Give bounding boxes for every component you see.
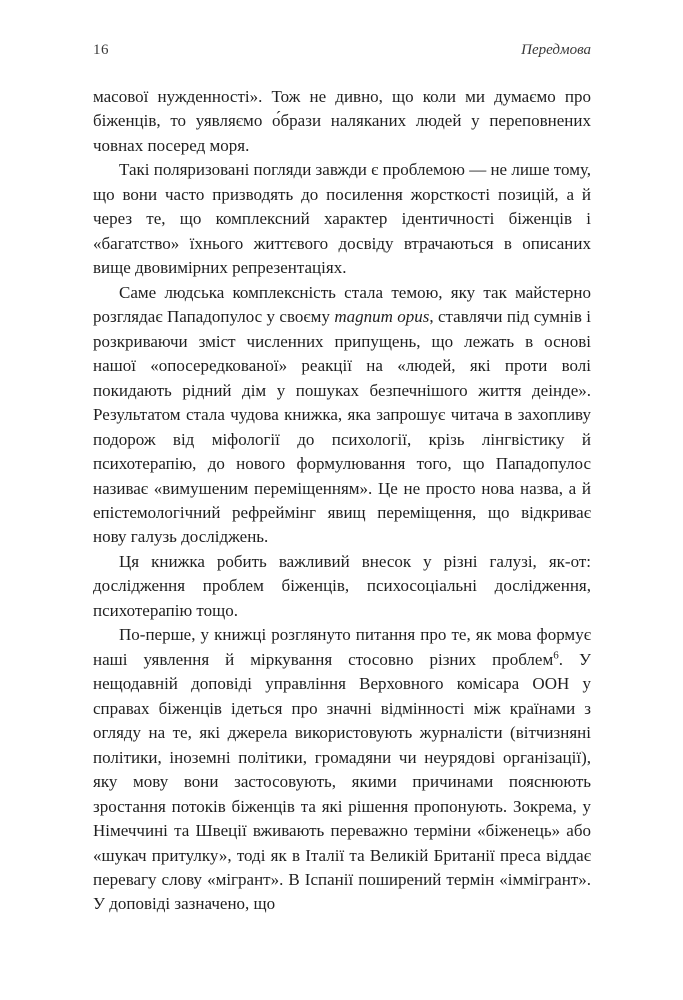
page-header [93, 42, 591, 59]
paragraph [93, 623, 591, 917]
text-run: Такі поляризовані погляди завжди є проблемою — не лише тому, що вони часто призводять до посилення жорсткості позицій, а й через те, що комплексний характер ідентичності біженців і «багатство» їхнього життєвого досвіду втрачаються в описаних вище двовимірних репрезентаціях. [93, 160, 591, 278]
text-run: По-перше, у книжці розглянуто питання про те, як мова формує наші уявлення й міркування стосовно різних проблем [93, 625, 591, 669]
paragraph [93, 550, 591, 623]
text-run: масової нужденності». Тож не дивно, що коли ми думаємо про біженців, то уявляємо о́брази наляканих людей у переповнених човнах посеред моря. [93, 87, 591, 155]
paragraph [93, 158, 591, 280]
text-run: . У нещодавній доповіді управління Верховного комісара ООН у справах біженців ідеться про значні відмінності між країнами з огляду на те, які джерела використовують журналісти (вітчизняні політики, іноземні політики, громадяни чи неурядові організації), яку мову вони застосовують, якими причинами пояснюють зростання потоків біженців та які рішення пропонують. Зокрема, у Німеччині та Швеції вживають переважно терміни «біженець» або «шукач притулку», тоді як в Італії та Великій Британії преса віддає перевагу слову «мігрант». В Іспанії поширений термін «іммігрант». У доповіді зазначено, що [93, 649, 591, 914]
page-body [93, 85, 591, 917]
italic-phrase: magnum opus [334, 307, 430, 327]
running-head: Передмова [521, 42, 591, 58]
paragraph [93, 281, 591, 550]
text-run: , ставлячи під сумнів і розкриваючи зміст численних припущень, що лежать в основі нашої «опосередкованої» реакції на «людей, які проти волі покидають рідний дім у пошуках безпечнішого життя деінде». Результатом стала чудова книжка, яка запрошує читача в захопливу подорож від міфології до психології, крізь лінгвістику й психотерапію, до нового формулювання того, що Пападопулос називає «вимушеним переміщенням». Це не просто нова назва, а й епістемологічний рефреймінг явищ переміщення, що відкриває нову галузь досліджень. [93, 307, 591, 547]
text-run: Ця книжка робить важливий внесок у різні галузі, як-от: дослідження проблем біженців, психосоціальні дослідження, психотерапію тощо. [93, 551, 591, 620]
text-run: Саме людська комплексність стала темою, яку так майстерно розглядає Пападопулос у своєму [93, 282, 591, 327]
page-number: 16 [93, 42, 109, 58]
paragraph [93, 85, 591, 158]
footnote-reference: 6 [553, 649, 559, 662]
